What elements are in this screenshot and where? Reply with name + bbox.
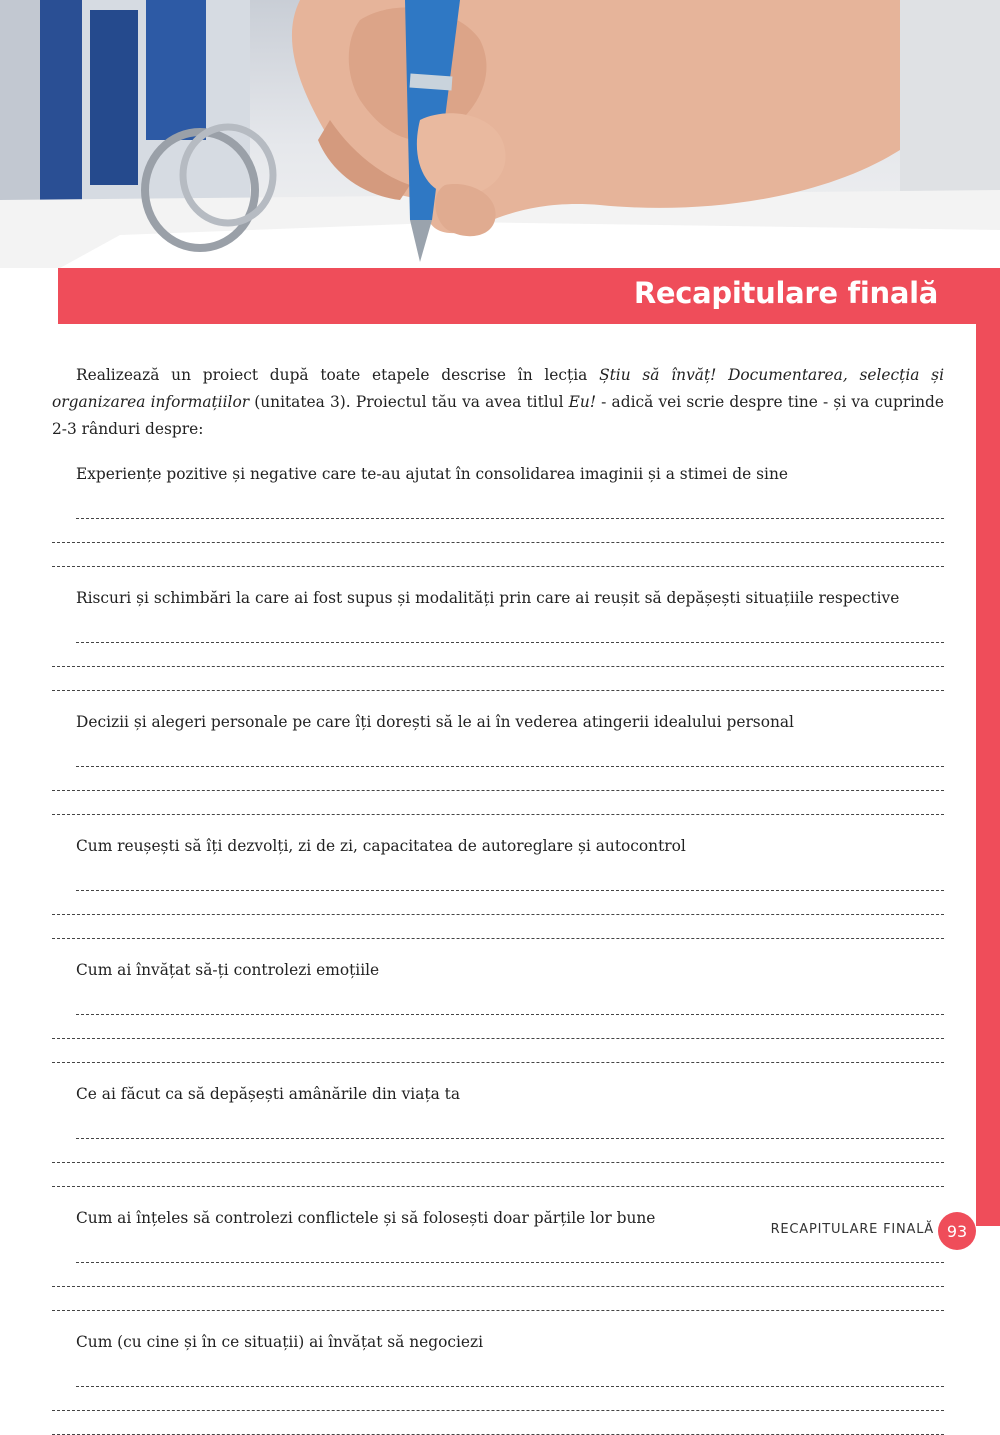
question-prompt: Decizii și alegeri personale pe care îți dorești să le ai în vederea atingerii idealului personal [76, 713, 794, 731]
answer-line[interactable] [76, 495, 944, 519]
answer-area[interactable] [52, 743, 944, 815]
answer-line[interactable] [52, 1139, 944, 1163]
page-number: 93 [946, 1221, 968, 1241]
answer-line[interactable] [52, 1039, 944, 1063]
question-prompt: Experiențe pozitive și negative care te-au ajutat în consolidarea imaginii și a stimei de sine [76, 465, 789, 483]
question-prompt: Riscuri și schimbări la care ai fost supus și modalități prin care ai reușit să depășești situațiile respective [76, 589, 900, 607]
question-section [52, 711, 944, 815]
question-section [52, 1083, 944, 1187]
intro-text: Realizează un proiect după toate etapele descrise în lecția [76, 366, 600, 384]
answer-line[interactable] [52, 667, 944, 691]
question-section [52, 587, 944, 691]
accent-sidebar [976, 324, 1000, 1226]
intro-text: - adică vei scrie despre tine - și va cuprinde 2-3 rânduri despre: [52, 393, 944, 438]
question-prompt: Cum ai înțeles să controlezi conflictele și să folosești doar părțile lor bune [76, 1209, 656, 1227]
project-title: Eu! [568, 393, 597, 411]
question-section [52, 1331, 944, 1435]
answer-line[interactable] [76, 1239, 944, 1263]
page-number-badge [938, 1212, 976, 1250]
intro-text: (unitatea 3). Proiectul tău va avea titlul [249, 393, 569, 411]
lesson-title: Știu să învăț! Documentarea, selecția și organizarea informațiilor [52, 366, 944, 411]
answer-area[interactable] [52, 867, 944, 939]
question-prompt: Cum ai învățat să-ți controlezi emoțiile [76, 961, 380, 979]
answer-line[interactable] [76, 743, 944, 767]
footer-section-label: RECAPITULARE FINALĂ [770, 1222, 934, 1237]
answer-area[interactable] [52, 1363, 944, 1435]
answer-line[interactable] [76, 1363, 944, 1387]
answer-line[interactable] [52, 1387, 944, 1411]
question-prompt: Ce ai făcut ca să depășești amânările din viața ta [76, 1085, 461, 1103]
answer-area[interactable] [52, 1115, 944, 1187]
worksheet [52, 362, 944, 1435]
answer-line[interactable] [52, 1015, 944, 1039]
answer-line[interactable] [52, 891, 944, 915]
answer-line[interactable] [76, 1115, 944, 1139]
question-section [52, 835, 944, 939]
answer-line[interactable] [52, 643, 944, 667]
answer-line[interactable] [76, 619, 944, 643]
title-banner [58, 268, 1000, 324]
answer-line[interactable] [52, 543, 944, 567]
intro-paragraph [52, 362, 944, 443]
answer-line[interactable] [52, 1411, 944, 1435]
answer-line[interactable] [52, 519, 944, 543]
answer-area[interactable] [52, 1239, 944, 1311]
answer-line[interactable] [52, 1163, 944, 1187]
answer-area[interactable] [52, 991, 944, 1063]
answer-line[interactable] [52, 915, 944, 939]
question-prompt: Cum (cu cine și în ce situații) ai învățat să negociezi [76, 1333, 484, 1351]
hand-writing-illustration [0, 0, 1000, 268]
answer-line[interactable] [76, 867, 944, 891]
answer-line[interactable] [52, 791, 944, 815]
answer-area[interactable] [52, 619, 944, 691]
question-section [52, 959, 944, 1063]
question-section [52, 463, 944, 567]
header-photo [0, 0, 1000, 268]
page-title: Recapitulare finală [633, 276, 938, 310]
answer-area[interactable] [52, 495, 944, 567]
answer-line[interactable] [76, 991, 944, 1015]
answer-line[interactable] [52, 1287, 944, 1311]
answer-line[interactable] [52, 1263, 944, 1287]
answer-line[interactable] [52, 767, 944, 791]
question-prompt: Cum reușești să îți dezvolți, zi de zi, capacitatea de autoreglare și autocontrol [76, 837, 686, 855]
